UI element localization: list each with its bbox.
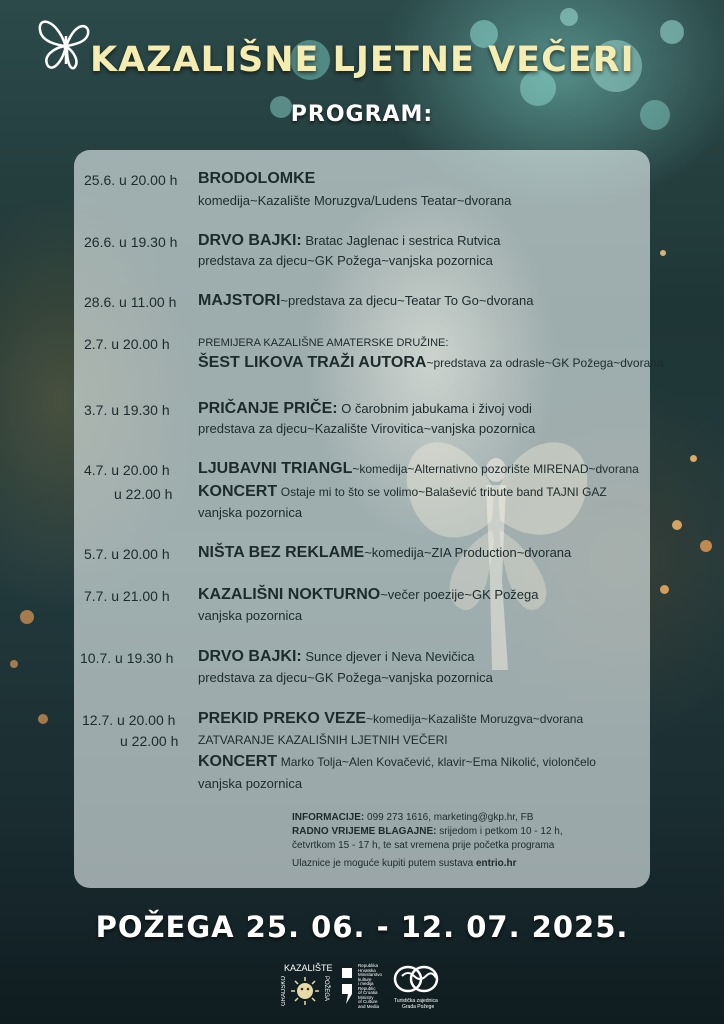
tourist-board-line: Turistička zajednica xyxy=(394,998,438,1004)
ministry-line: Republic xyxy=(358,985,376,991)
page-title: KAZALIŠNE LJETNE VEČERI xyxy=(90,40,635,80)
ministry-line: Ministry xyxy=(358,994,374,1000)
event-title: MAJSTORI xyxy=(198,292,281,309)
event-title: BRODOLOMKE xyxy=(198,170,316,187)
event-details: predstava za djecu~Kazalište Virovitica~vanjska pozornica xyxy=(198,421,536,436)
tickets-link[interactable]: entrio.hr xyxy=(475,858,517,869)
event-details: vanjska pozornica xyxy=(198,776,303,791)
event-date: 25.6. u 20.00 h xyxy=(84,172,178,188)
event-title-2: KONCERT xyxy=(198,483,278,500)
ministry-line: Hrvatska xyxy=(358,967,376,973)
ministry-line: and Media xyxy=(358,1003,380,1009)
event-subtitle: ~predstava za odrasle~GK Požega~dvorana xyxy=(426,356,664,370)
program-panel xyxy=(74,150,664,888)
ministry-line: of Croatia xyxy=(358,990,378,995)
event-subtitle-2: Marko Tolja~Alen Kovačević, klavir~Ema Nikolić, violončelo xyxy=(280,755,596,769)
event-date: 2.7. u 20.00 h xyxy=(84,336,170,352)
event-details: predstava za djecu~GK Požega~vanjska pozornica xyxy=(198,670,493,685)
event-date: 3.7. u 19.30 h xyxy=(84,402,170,418)
event-subtitle: ~komedija~ZIA Production~dvorana xyxy=(364,545,572,560)
event-subtitle: ~komedija~Kazalište Moruzgva~dvorana xyxy=(366,712,584,726)
event-date: 4.7. u 20.00 h xyxy=(84,462,170,478)
event-date: 26.6. u 19.30 h xyxy=(84,234,178,250)
logo-gk-title: KAZALIŠTE xyxy=(284,963,333,973)
event-details: vanjska pozornica xyxy=(198,505,303,520)
event-title: DRVO BAJKI: xyxy=(198,232,302,249)
event-title: NIŠTA BEZ REKLAME xyxy=(198,544,365,561)
logo-tourist-board xyxy=(388,962,448,1012)
event-title: ŠEST LIKOVA TRAŽI AUTORA xyxy=(198,354,427,371)
event-details: komedija~Kazalište Moruzgva/Ludens Teatar~dvorana xyxy=(198,193,512,208)
event-title: DRVO BAJKI: xyxy=(198,648,302,665)
event-details: predstava za djecu~GK Požega~vanjska pozornica xyxy=(198,253,493,268)
box-office-label: RADNO VRIJEME BLAGAJNE: xyxy=(292,826,437,837)
event-date-2: u 22.00 h xyxy=(120,733,179,749)
info-label: INFORMACIJE: xyxy=(292,812,365,823)
footer-dates: POŽEGA 25. 06. - 12. 07. 2025. xyxy=(95,910,629,944)
tickets-note: Ulaznice je moguće kupiti putem sustava xyxy=(292,858,474,869)
ministry-mark-icon xyxy=(340,966,354,1006)
event-subtitle: ~predstava za djecu~Teatar To Go~dvorana xyxy=(280,293,534,308)
info-contact: 099 273 1616, marketing@gkp.hr, FB xyxy=(367,812,534,823)
ministry-line: i medija xyxy=(358,981,374,986)
logo-ministry xyxy=(340,962,390,1012)
sun-mask-icon xyxy=(290,976,320,1006)
logo-gk-side-right: POŽEGA xyxy=(323,976,329,1002)
event-date: 5.7. u 20.00 h xyxy=(84,546,170,562)
event-date: 7.7. u 21.00 h xyxy=(84,588,170,604)
event-date: 12.7. u 20.00 h xyxy=(82,712,176,728)
event-title: PRIČANJE PRIČE: xyxy=(198,400,338,417)
event-preface: ZATVARANJE KAZALIŠNIH LJETNIH VEČERI xyxy=(198,733,448,747)
event-title-2: KONCERT xyxy=(198,753,278,770)
butterfly-icon xyxy=(36,14,94,76)
box-office-hours-2: četvrtkom 15 - 17 h, te sat vremena prije početka programa xyxy=(292,840,555,851)
event-subtitle: O čarobnim jabukama i živoj vodi xyxy=(341,401,532,416)
event-details: vanjska pozornica xyxy=(198,608,303,623)
event-date: 28.6. u 11.00 h xyxy=(84,294,177,310)
ministry-line: Republika xyxy=(358,963,379,968)
event-subtitle: Bratac Jaglenac i sestrica Rutvica xyxy=(305,233,501,248)
tourist-board-line: Grada Požege xyxy=(402,1004,435,1010)
event-title: PREKID PREKO VEZE xyxy=(198,710,367,727)
event-date-2: u 22.00 h xyxy=(114,486,173,502)
event-title: LJUBAVNI TRIANGL xyxy=(198,460,353,477)
ministry-line: kulture xyxy=(358,976,372,982)
event-subtitle-2: Ostaje mi to što se volimo~Balašević tribute band TAJNI GAZ xyxy=(280,485,607,499)
box-office-hours: srijedom i petkom 10 - 12 h, xyxy=(439,826,563,837)
logo-gradsko-kazaliste xyxy=(280,962,333,1012)
ministry-line: Ministarstvo xyxy=(358,972,383,977)
event-preface: PREMIJERA KAZALIŠNE AMATERSKE DRUŽINE: xyxy=(198,337,449,349)
program-heading: PROGRAM: xyxy=(290,102,434,127)
event-subtitle: ~večer poezije~GK Požega xyxy=(380,587,539,602)
tourist-board-icon xyxy=(392,964,440,994)
ministry-line: of Culture xyxy=(358,999,378,1004)
event-title: KAZALIŠNI NOKTURNO xyxy=(198,586,381,603)
event-date: 10.7. u 19.30 h xyxy=(80,650,174,666)
logo-gk-side-left: GRADSKO xyxy=(281,976,287,1007)
event-subtitle: ~komedija~Alternativno pozorište MIRENAD~dvorana xyxy=(352,462,639,476)
event-subtitle: Sunce djever i Neva Nevičica xyxy=(305,649,475,664)
